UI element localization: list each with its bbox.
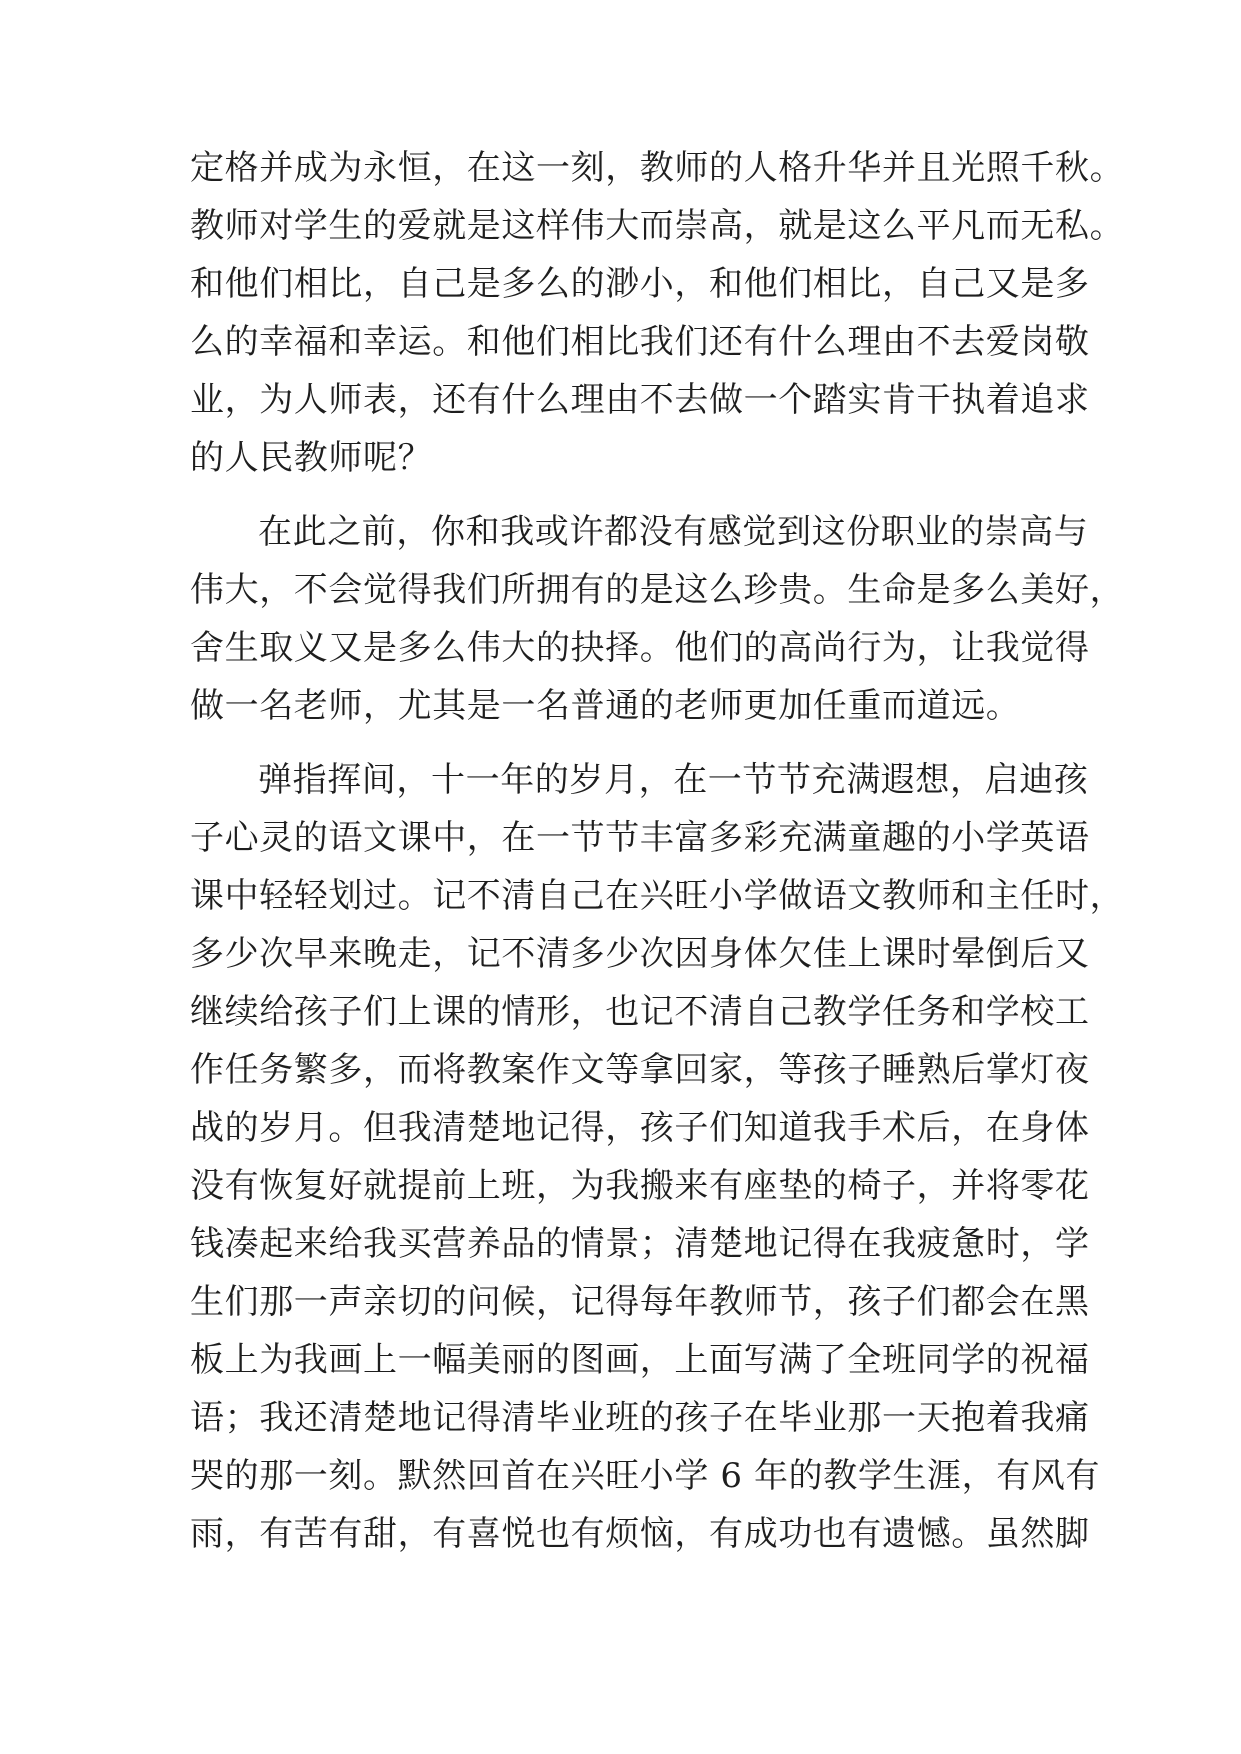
paragraph-first-line: 弹指挥间，十一年的岁月，在一节节充满遐想，启迪孩 bbox=[258, 760, 1089, 800]
text-line: 做一名老师，尤其是一名普通的老师更加任重而道远。 bbox=[190, 686, 1021, 726]
text-line: 生们那一声亲切的问候，记得每年教师节，孩子们都会在黑 bbox=[190, 1282, 1090, 1322]
text-line: 钱凑起来给我买营养品的情景；清楚地记得在我疲惫时，学 bbox=[190, 1224, 1090, 1264]
text-line: 子心灵的语文课中，在一节节丰富多彩充满童趣的小学英语 bbox=[190, 818, 1090, 858]
text-line: 业，为人师表，还有什么理由不去做一个踏实肯干执着追求 bbox=[190, 380, 1090, 420]
text-line: 教师对学生的爱就是这样伟大而崇高，就是这么平凡而无私。 bbox=[190, 206, 1125, 246]
text-line: 课中轻轻划过。记不清自己在兴旺小学做语文教师和主任时， bbox=[190, 876, 1125, 916]
text-line: 板上为我画上一幅美丽的图画，上面写满了全班同学的祝福 bbox=[190, 1340, 1090, 1380]
text-line: 么的幸福和幸运。和他们相比我们还有什么理由不去爱岗敬 bbox=[190, 322, 1090, 362]
text-line: 哭的那一刻。默然回首在兴旺小学 6 年的教学生涯，有风有 bbox=[190, 1456, 1101, 1496]
text-line: 和他们相比，自己是多么的渺小，和他们相比，自己又是多 bbox=[190, 264, 1090, 304]
text-line: 雨，有苦有甜，有喜悦也有烦恼，有成功也有遗憾。虽然脚 bbox=[190, 1514, 1090, 1554]
paragraph-first-line: 在此之前，你和我或许都没有感觉到这份职业的崇高与 bbox=[258, 512, 1089, 552]
text-line: 战的岁月。但我清楚地记得，孩子们知道我手术后，在身体 bbox=[190, 1108, 1090, 1148]
text-line: 伟大，不会觉得我们所拥有的是这么珍贵。生命是多么美好， bbox=[190, 570, 1125, 610]
text-line: 没有恢复好就提前上班，为我搬来有座垫的椅子，并将零花 bbox=[190, 1166, 1090, 1206]
text-line: 舍生取义又是多么伟大的抉择。他们的高尚行为，让我觉得 bbox=[190, 628, 1090, 668]
text-line: 作任务繁多，而将教案作文等拿回家，等孩子睡熟后掌灯夜 bbox=[190, 1050, 1090, 1090]
text-line: 定格并成为永恒，在这一刻，教师的人格升华并且光照千秋。 bbox=[190, 148, 1125, 188]
text-line: 的人民教师呢？ bbox=[190, 438, 433, 478]
text-line: 语；我还清楚地记得清毕业班的孩子在毕业那一天抱着我痛 bbox=[190, 1398, 1090, 1438]
text-line: 多少次早来晚走，记不清多少次因身体欠佳上课时晕倒后又 bbox=[190, 934, 1090, 974]
text-line: 继续给孩子们上课的情形，也记不清自己教学任务和学校工 bbox=[190, 992, 1090, 1032]
